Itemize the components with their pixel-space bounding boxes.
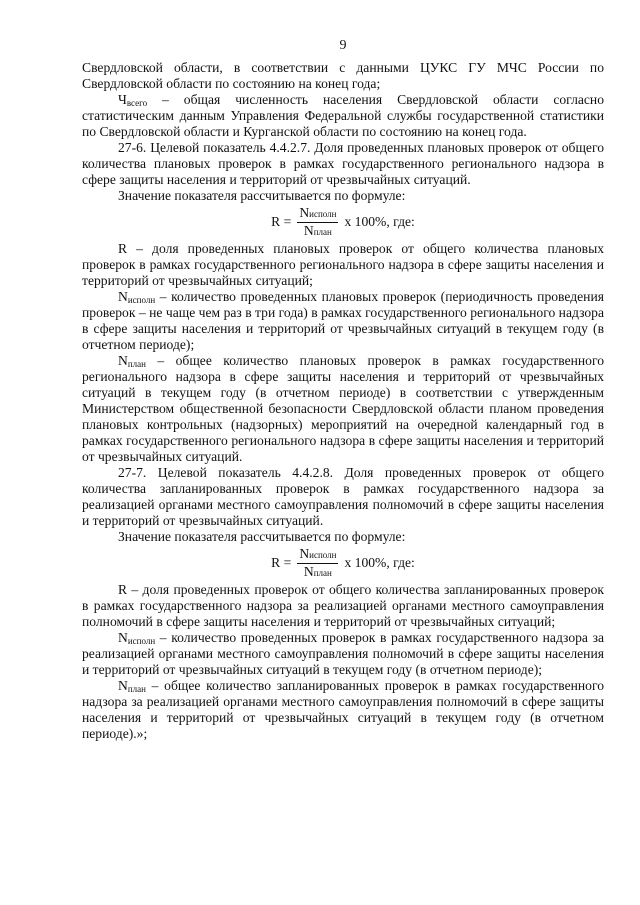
indicator-27-6-heading: 27-6. Целевой показатель 4.4.2.7. Доля проведенных плановых проверок от общего количества плановых проверок в рамках государственного регионального надзора в сфере защиты населения и территорий от чрезвычайных ситуаций. [82, 140, 604, 187]
definition-text: – количество проведенных проверок в рамках государственного надзора за реализацией органами местного самоуправления полномочий в сфере защиты населения и территорий от чрезвычайных ситуаций в текущем году (в отчетном периоде); [82, 630, 604, 677]
formula-1 [82, 205, 604, 239]
formula-lhs: R = [271, 555, 292, 570]
symbol-subscript: план [127, 684, 146, 694]
formula-2 [82, 546, 604, 580]
formula-rhs: x 100%, где: [344, 555, 415, 570]
formula-numerator: Nисполн [297, 206, 338, 223]
indicator-27-7-heading: 27-7. Целевой показатель 4.4.2.8. Доля проведенных проверок от общего количества запланированных проверок в рамках государственного надзора за реализацией органами местного самоуправления полномочий в сфере защиты населения и территорий от чрезвычайных ситуаций. [82, 465, 604, 528]
formula-fraction [297, 206, 338, 239]
definition-text: – количество проведенных плановых проверок (периодичность проведения проверок – не чаще чем раз в три года) в рамках государственного регионального надзора в сфере защиты населения и территорий от чрезвычайных ситуаций в текущем году (в отчетном периоде); [82, 289, 604, 352]
symbol: N [118, 630, 128, 645]
definition-n-plan-1 [82, 353, 604, 465]
formula-intro-1: Значение показателя рассчитывается по формуле: [118, 188, 406, 203]
definition-ch-total [82, 92, 604, 140]
definition-r-1: R – доля проведенных плановых проверок от общего количества плановых проверок в рамках государственного регионального надзора в сфере защиты населения и территорий от чрезвычайных ситуаций; [82, 241, 604, 288]
definition-text: – общее количество запланированных проверок в рамках государственного надзора за реализацией органами местного самоуправления полномочий в сфере защиты населения и территорий от чрезвычайных ситуаций в текущем году (в отчетном периоде).»; [82, 678, 604, 741]
symbol-subscript: исполн [127, 295, 156, 305]
symbol-subscript: всего [126, 98, 148, 108]
symbol: N [118, 289, 128, 304]
symbol: N [118, 353, 128, 368]
paragraph-continuation: Свердловской области, в соответствии с данными ЦУКС ГУ МЧС России по Свердловской области по состоянию на конец года; [82, 60, 604, 91]
formula-numerator: Nисполн [297, 547, 338, 564]
definition-n-ispoln-2 [82, 630, 604, 678]
formula-intro-2: Значение показателя рассчитывается по формуле: [118, 529, 406, 544]
symbol-subscript: исполн [127, 636, 156, 646]
symbol: Ч [118, 92, 127, 107]
definition-n-plan-2 [82, 678, 604, 742]
definition-text: – общая численность населения Свердловской области согласно статистическим данным Управления Федеральной службы государственной статистики по Свердловской области и Курганской области по состоянию на конец года. [82, 92, 604, 139]
definition-r-2: R – доля проведенных проверок от общего количества запланированных проверок в рамках государственного надзора за реализацией органами местного самоуправления полномочий в сфере защиты населения и территорий от чрезвычайных ситуаций; [82, 582, 604, 629]
formula-fraction [297, 547, 338, 580]
definition-n-ispoln-1 [82, 289, 604, 353]
formula-denominator: Nплан [303, 563, 332, 579]
definition-text: – общее количество плановых проверок в рамках государственного регионального надзора в сфере защиты населения и территорий от чрезвычайных ситуаций в текущем году (в отчетном периоде) в соответствии с утвержденным Министерством общественной безопасности Свердловской области планом проведения плановых контрольных (надзорных) мероприятий на очередной календарный год в рамках государственного регионального надзора в сфере защиты населения и территорий от чрезвычайных ситуаций. [82, 353, 604, 464]
symbol-subscript: план [127, 359, 146, 369]
formula-rhs: x 100%, где: [344, 214, 415, 229]
formula-denominator: Nплан [303, 222, 332, 238]
formula-lhs: R = [271, 214, 292, 229]
symbol: N [118, 678, 128, 693]
page-number: 9 [339, 38, 347, 53]
